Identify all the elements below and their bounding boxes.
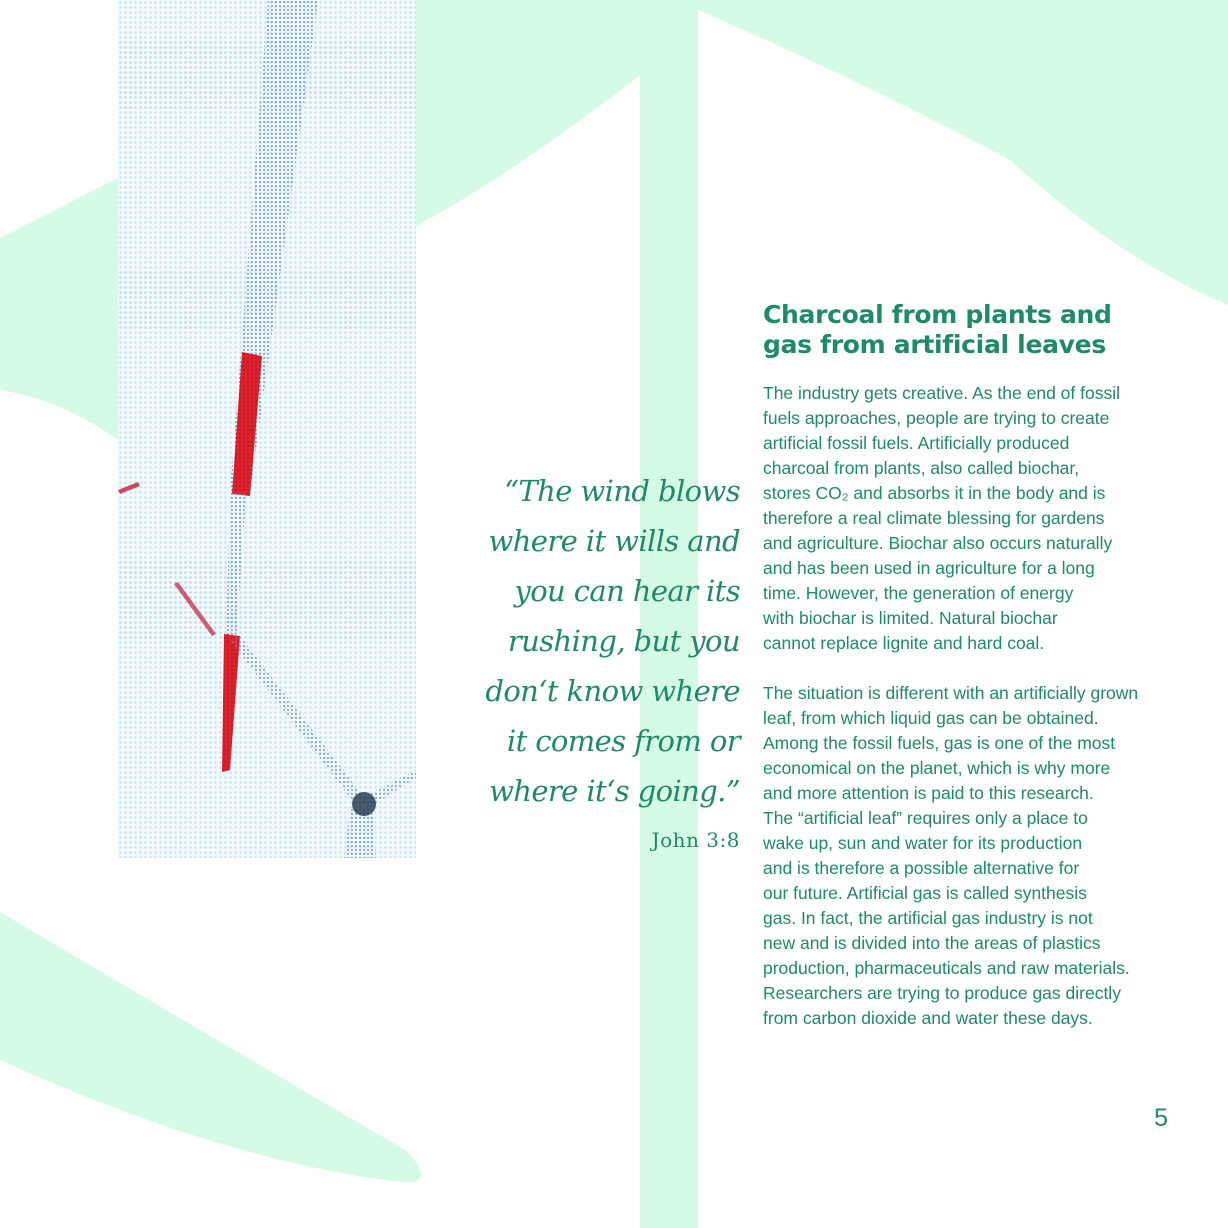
article-paragraph-1: The industry gets creative. As the end of fossil fuels approaches, people are trying to create artificial fossil fuels. Artificially produced charcoal from plants, also called biochar, stores CO₂ and absorbs it in the body and is therefore a real climate blessing for gardens and agriculture. Biochar also occurs naturally and has been used in agriculture for a long time. However, the generation of energy with biochar is limited. Natural biochar cannot replace lignite and hard coal.	[763, 383, 1120, 653]
wind-turbine-photo	[118, 0, 416, 858]
right-leaf-shape	[698, 0, 1228, 305]
quote-citation: John 3:8	[651, 828, 740, 852]
pull-quote: “The wind blows where it wills and you can hear its rushing, but you don‘t know where it comes from or where it‘s going.”	[485, 474, 740, 808]
page-number: 5	[1154, 1104, 1168, 1132]
bottom-leaf-shape	[0, 912, 421, 1182]
left-leaf-shape	[0, 178, 118, 440]
turbine-hub	[352, 792, 376, 816]
article-heading: Charcoal from plants and gas from artificial leaves	[763, 300, 1112, 359]
article-paragraph-2: The situation is different with an artificially grown leaf, from which liquid gas can be obtained. Among the fossil fuels, gas is one of the most economical on the planet, which is why more and more attention is paid to this research. The “artificial leaf” requires only a place to wake up, sun and water for its production and is therefore a possible alternative for our future. Artificial gas is called synthesis gas. In fact, the artificial gas industry is not new and is divided into the areas of plastics production, pharmaceuticals and raw materials. Researchers are trying to produce gas directly from carbon dioxide and water these days.	[763, 683, 1139, 1028]
